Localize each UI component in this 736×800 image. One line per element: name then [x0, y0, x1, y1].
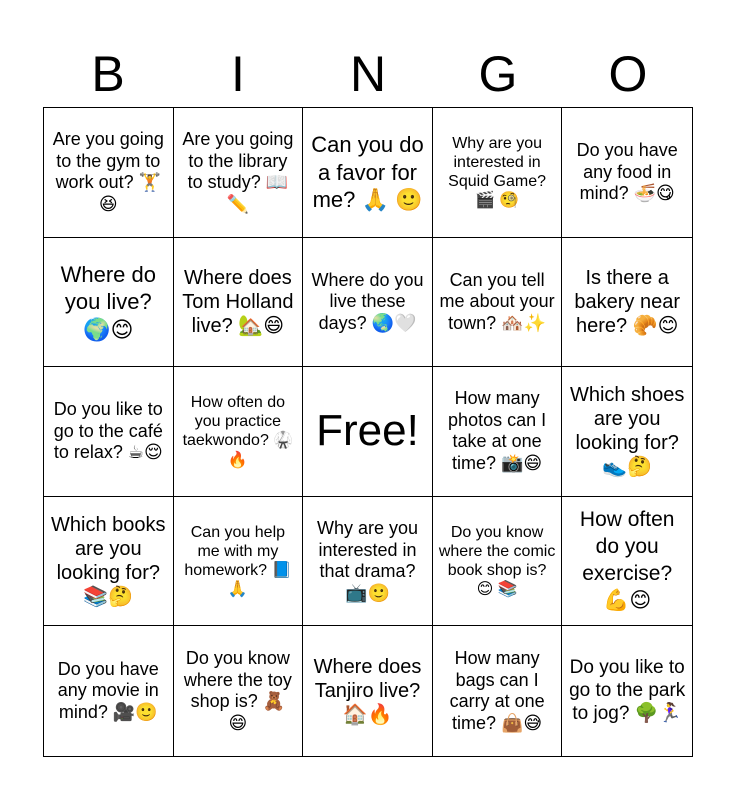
bingo-cell[interactable]: Can you tell me about your town? 🏘️✨: [433, 238, 563, 368]
header-letter-g: G: [478, 46, 518, 102]
header-letter-o: O: [608, 46, 648, 102]
bingo-cell[interactable]: How often do you exercise? 💪😊: [562, 497, 692, 627]
bingo-cell[interactable]: Which books are you looking for? 📚🤔: [44, 497, 174, 627]
free-space[interactable]: Free!: [303, 367, 433, 497]
bingo-cell[interactable]: How many photos can I take at one time? 📸😄: [433, 367, 563, 497]
bingo-cell[interactable]: Do you like to go to the café to relax? ☕😌: [44, 367, 174, 497]
bingo-cell[interactable]: Where does Tanjiro live? 🏠🔥: [303, 626, 433, 756]
bingo-cell[interactable]: Where do you live? 🌍😊: [44, 238, 174, 368]
bingo-header: [43, 44, 693, 104]
bingo-cell[interactable]: Why are you interested in that drama? 📺🙂: [303, 497, 433, 627]
bingo-cell[interactable]: Do you know where the toy shop is? 🧸 😄: [174, 626, 304, 756]
bingo-cell[interactable]: Do you like to go to the park to jog? 🌳🏃‍♀️: [569, 657, 686, 724]
bingo-board: [43, 107, 693, 757]
bingo-cell[interactable]: Do you have any movie in mind? 🎥🙂: [44, 626, 174, 756]
bingo-cell[interactable]: Can you help me with my homework? 📘🙏: [174, 497, 304, 627]
bingo-cell[interactable]: How often do you practice taekwondo? 🥋🔥: [174, 367, 304, 497]
bingo-cell[interactable]: Where does Tom Holland live? 🏡😄: [174, 238, 304, 368]
bingo-cell[interactable]: Which shoes are you looking for? 👟🤔: [562, 367, 692, 497]
bingo-cell[interactable]: Why are you interested in Squid Game? 🎬 🧐: [433, 108, 563, 238]
bingo-cell[interactable]: Can you do a favor for me? 🙏 🙂: [303, 108, 433, 238]
bingo-cell[interactable]: Do you have any food in mind? 🍜😋: [562, 108, 692, 238]
header-letter-b: B: [91, 46, 125, 102]
bingo-cell[interactable]: Is there a bakery near here? 🥐😊: [562, 238, 692, 368]
bingo-cell[interactable]: Are you going to the gym to work out? 🏋️ 😆: [44, 108, 174, 238]
header-letter-n: N: [349, 46, 387, 102]
bingo-cell[interactable]: How many bags can I carry at one time? 👜😅: [433, 626, 563, 756]
bingo-cell[interactable]: Where do you live these days? 🌏🤍: [303, 238, 433, 368]
bingo-cell[interactable]: Do you know where the comic book shop is? 😊 📚: [433, 497, 563, 627]
header-letter-i: I: [231, 46, 245, 102]
bingo-cell[interactable]: Are you going to the library to study? 📖✏️: [174, 108, 304, 238]
